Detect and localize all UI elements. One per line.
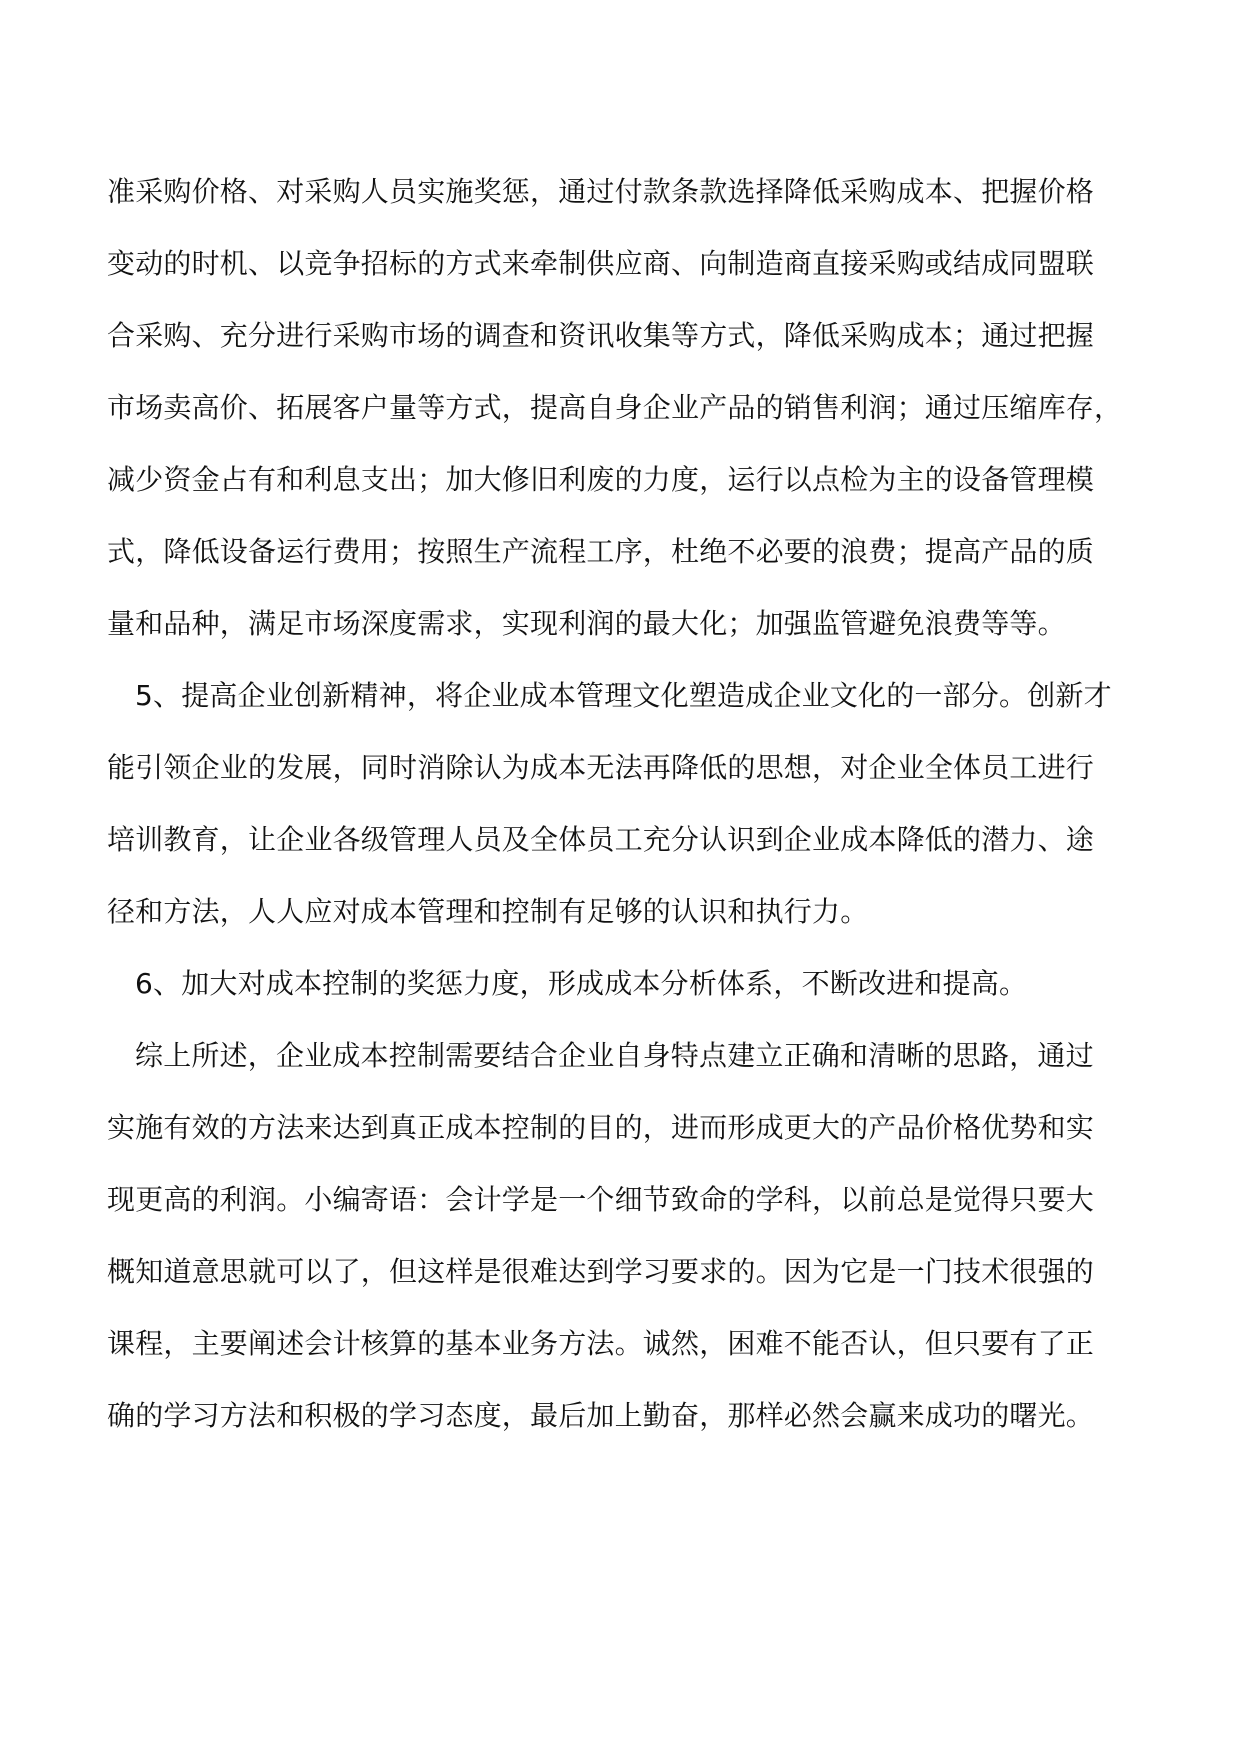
- text-line-1: 准采购价格、对采购人员实施奖惩，通过付款条款选择降低采购成本、把握价格: [107, 175, 1095, 208]
- summary-line-6: 确的学习方法和积极的学习态度，最后加上勤奋，那样必然会赢来成功的曙光。: [107, 1399, 1095, 1432]
- summary-line-5: 课程，主要阐述会计核算的基本业务方法。诚然，困难不能否认，但只要有了正: [107, 1327, 1095, 1360]
- summary-line-3: 现更高的利润。小编寄语：会计学是一个细节致命的学科，以前总是觉得只要大: [107, 1183, 1095, 1216]
- paragraph-6-line-1: 6、加大对成本控制的奖惩力度，形成成本分析体系，不断改进和提高。: [135, 967, 1028, 1000]
- text-line-3: 合采购、充分进行采购市场的调查和资讯收集等方式，降低采购成本；通过把握: [107, 319, 1095, 352]
- paragraph-5-line-2: 能引领企业的发展，同时消除认为成本无法再降低的思想，对企业全体员工进行: [107, 751, 1095, 784]
- summary-line-4: 概知道意思就可以了，但这样是很难达到学习要求的。因为它是一门技术很强的: [107, 1255, 1095, 1288]
- text-line-2: 变动的时机、以竞争招标的方式来牵制供应商、向制造商直接采购或结成同盟联: [107, 247, 1095, 280]
- text-line-7: 量和品种，满足市场深度需求，实现利润的最大化；加强监管避免浪费等等。: [107, 607, 1066, 640]
- paragraph-5-line-3: 培训教育，让企业各级管理人员及全体员工充分认识到企业成本降低的潜力、途: [107, 823, 1095, 856]
- text-line-4: 市场卖高价、拓展客户量等方式，提高自身企业产品的销售利润；通过压缩库存，: [107, 391, 1123, 424]
- text-line-5: 减少资金占有和利息支出；加大修旧利废的力度，运行以点检为主的设备管理模: [107, 463, 1095, 496]
- summary-line-2: 实施有效的方法来达到真正成本控制的目的，进而形成更大的产品价格优势和实: [107, 1111, 1095, 1144]
- text-line-6: 式，降低设备运行费用；按照生产流程工序，杜绝不必要的浪费；提高产品的质: [107, 535, 1095, 568]
- paragraph-5-line-4: 径和方法，人人应对成本管理和控制有足够的认识和执行力。: [107, 895, 869, 928]
- summary-line-1: 综上所述，企业成本控制需要结合企业自身特点建立正确和清晰的思路，通过: [135, 1039, 1094, 1072]
- paragraph-5-line-1: 5、提高企业创新精神，将企业成本管理文化塑造成企业文化的一部分。创新才: [135, 679, 1112, 712]
